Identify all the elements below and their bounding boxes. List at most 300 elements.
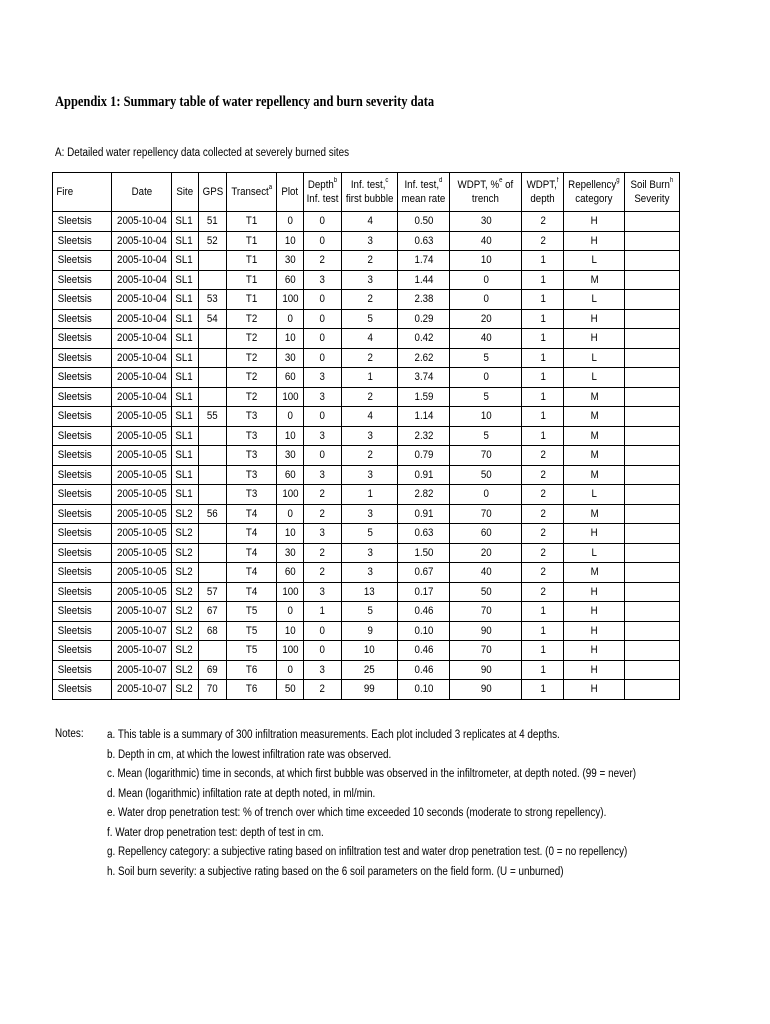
cell-plot: 30 [277,251,304,271]
cell-wdpt-trench: 10 [450,407,522,427]
cell-fire: Sleetsis [53,582,112,602]
cell-gps: 70 [199,680,227,700]
cell-transect: T3 [227,485,277,505]
cell-plot: 0 [277,309,304,329]
cell-transect: T1 [227,290,277,310]
cell-gps: 54 [199,309,227,329]
cell-repellency-category: M [564,446,625,466]
cell-first-bubble: 2 [342,290,398,310]
cell-mean-rate: 0.79 [398,446,450,466]
cell-soil-burn-severity [625,485,680,505]
cell-repellency-category: H [564,524,625,544]
cell-soil-burn-severity [625,387,680,407]
cell-repellency-category: M [564,563,625,583]
cell-transect: T4 [227,543,277,563]
cell-gps [199,641,227,661]
cell-wdpt-depth: 1 [522,407,564,427]
cell-date: 2005-10-05 [112,504,172,524]
cell-wdpt-trench: 0 [450,290,522,310]
cell-date: 2005-10-04 [112,231,172,251]
cell-mean-rate: 2.32 [398,426,450,446]
cell-mean-rate: 0.46 [398,660,450,680]
cell-depth: 0 [304,329,342,349]
cell-wdpt-trench: 70 [450,446,522,466]
cell-fire: Sleetsis [53,426,112,446]
notes-label: Notes: [55,728,84,740]
table-row [53,290,680,310]
cell-site: SL2 [172,641,199,661]
table-row [53,407,680,427]
cell-date: 2005-10-04 [112,329,172,349]
cell-date: 2005-10-05 [112,465,172,485]
cell-mean-rate: 2.82 [398,485,450,505]
cell-first-bubble: 4 [342,212,398,232]
cell-site: SL2 [172,563,199,583]
cell-plot: 0 [277,504,304,524]
cell-depth: 2 [304,504,342,524]
cell-depth: 3 [304,582,342,602]
cell-plot: 100 [277,387,304,407]
cell-wdpt-depth: 2 [522,563,564,583]
cell-wdpt-depth: 1 [522,329,564,349]
table-row [53,660,680,680]
cell-depth: 2 [304,485,342,505]
cell-fire: Sleetsis [53,270,112,290]
cell-gps: 67 [199,602,227,622]
table-row [53,602,680,622]
cell-site: SL2 [172,621,199,641]
cell-date: 2005-10-04 [112,387,172,407]
header-first-bubble: Inf. test,$^c$ first bubble [342,173,398,212]
cell-wdpt-depth: 1 [522,270,564,290]
cell-date: 2005-10-07 [112,660,172,680]
cell-mean-rate: 0.63 [398,231,450,251]
header-row [53,173,680,212]
cell-site: SL1 [172,348,199,368]
cell-gps: 69 [199,660,227,680]
cell-transect: T3 [227,465,277,485]
cell-first-bubble: 3 [342,270,398,290]
cell-site: SL2 [172,504,199,524]
header-soil-burn-severity: Soil Burn$^h$ Severity [625,173,680,212]
cell-plot: 10 [277,426,304,446]
section-title: A: Detailed water repellency data collected at severely burned sites [55,147,350,159]
cell-site: SL1 [172,446,199,466]
cell-first-bubble: 2 [342,446,398,466]
cell-plot: 10 [277,329,304,349]
cell-wdpt-trench: 5 [450,426,522,446]
cell-transect: T4 [227,563,277,583]
cell-wdpt-trench: 0 [450,270,522,290]
cell-repellency-category: H [564,329,625,349]
table-row [53,504,680,524]
table-row [53,680,680,700]
cell-fire: Sleetsis [53,641,112,661]
cell-soil-burn-severity [625,563,680,583]
cell-site: SL1 [172,387,199,407]
cell-mean-rate: 2.62 [398,348,450,368]
cell-fire: Sleetsis [53,543,112,563]
table-row [53,348,680,368]
cell-fire: Sleetsis [53,465,112,485]
cell-depth: 2 [304,563,342,583]
cell-mean-rate: 1.74 [398,251,450,271]
cell-repellency-category: H [564,231,625,251]
cell-soil-burn-severity [625,212,680,232]
cell-depth: 0 [304,290,342,310]
cell-plot: 100 [277,641,304,661]
cell-site: SL1 [172,368,199,388]
cell-repellency-category: H [564,602,625,622]
cell-depth: 3 [304,524,342,544]
cell-mean-rate: 0.46 [398,641,450,661]
cell-date: 2005-10-05 [112,407,172,427]
cell-first-bubble: 3 [342,426,398,446]
cell-first-bubble: 3 [342,504,398,524]
cell-wdpt-trench: 50 [450,465,522,485]
cell-wdpt-depth: 2 [522,485,564,505]
cell-first-bubble: 2 [342,251,398,271]
cell-gps [199,524,227,544]
cell-soil-burn-severity [625,582,680,602]
header-date: Date [112,173,172,212]
cell-wdpt-trench: 70 [450,504,522,524]
table-row [53,231,680,251]
cell-soil-burn-severity [625,231,680,251]
cell-date: 2005-10-05 [112,582,172,602]
cell-wdpt-trench: 5 [450,348,522,368]
cell-gps: 68 [199,621,227,641]
cell-depth: 3 [304,368,342,388]
table-row [53,387,680,407]
cell-soil-burn-severity [625,426,680,446]
header-depth: Depth$^b$ Inf. test [304,173,342,212]
cell-fire: Sleetsis [53,212,112,232]
cell-repellency-category: L [564,251,625,271]
cell-wdpt-depth: 1 [522,602,564,622]
cell-first-bubble: 5 [342,309,398,329]
cell-repellency-category: M [564,465,625,485]
header-repellency-category: Repellency$^g$ category [564,173,625,212]
cell-mean-rate: 0.17 [398,582,450,602]
cell-fire: Sleetsis [53,602,112,622]
cell-plot: 0 [277,212,304,232]
cell-mean-rate: 0.46 [398,602,450,622]
table-row [53,329,680,349]
cell-transect: T4 [227,504,277,524]
cell-repellency-category: M [564,270,625,290]
cell-first-bubble: 2 [342,387,398,407]
note-item: e. Water drop penetration test: % of trench over which time exceeded 10 seconds (moderate to strong repellency). [107,807,607,819]
cell-mean-rate: 3.74 [398,368,450,388]
cell-gps [199,387,227,407]
cell-wdpt-trench: 5 [450,387,522,407]
data-table-container [52,172,680,700]
cell-gps [199,563,227,583]
note-item: c. Mean (logarithmic) time in seconds, at which first bubble was observed in the infiltrometer, at depth noted. (99 = never) [107,768,637,780]
cell-fire: Sleetsis [53,660,112,680]
cell-repellency-category: M [564,504,625,524]
cell-wdpt-trench: 40 [450,563,522,583]
note-item: f. Water drop penetration test: depth of test in cm. [107,826,324,839]
cell-depth: 2 [304,680,342,700]
cell-transect: T1 [227,212,277,232]
cell-date: 2005-10-05 [112,543,172,563]
cell-repellency-category: L [564,543,625,563]
cell-repellency-category: H [564,212,625,232]
header-gps: GPS [199,173,227,212]
cell-first-bubble: 4 [342,329,398,349]
cell-plot: 10 [277,231,304,251]
cell-transect: T3 [227,446,277,466]
cell-depth: 2 [304,543,342,563]
cell-wdpt-depth: 2 [522,212,564,232]
cell-plot: 10 [277,621,304,641]
cell-wdpt-trench: 90 [450,660,522,680]
cell-transect: T5 [227,602,277,622]
cell-plot: 100 [277,290,304,310]
cell-wdpt-trench: 20 [450,309,522,329]
cell-site: SL2 [172,524,199,544]
cell-wdpt-depth: 1 [522,641,564,661]
table-row [53,621,680,641]
table-row [53,485,680,505]
cell-first-bubble: 9 [342,621,398,641]
cell-date: 2005-10-04 [112,251,172,271]
cell-depth: 0 [304,348,342,368]
table-row [53,446,680,466]
cell-depth: 0 [304,641,342,661]
cell-wdpt-depth: 2 [522,582,564,602]
note-item: a. This table is a summary of 300 infiltration measurements. Each plot included 3 replicates at 4 depths. [107,729,560,741]
cell-transect: T1 [227,251,277,271]
cell-date: 2005-10-05 [112,563,172,583]
cell-soil-burn-severity [625,602,680,622]
cell-wdpt-trench: 0 [450,485,522,505]
cell-site: SL2 [172,680,199,700]
cell-mean-rate: 0.63 [398,524,450,544]
cell-site: SL1 [172,251,199,271]
table-body [53,212,680,700]
cell-wdpt-trench: 60 [450,524,522,544]
cell-wdpt-trench: 70 [450,602,522,622]
cell-transect: T2 [227,387,277,407]
water-repellency-table [52,172,680,700]
cell-plot: 60 [277,563,304,583]
cell-transect: T2 [227,368,277,388]
table-row [53,641,680,661]
cell-wdpt-depth: 1 [522,309,564,329]
cell-site: SL1 [172,309,199,329]
cell-gps [199,348,227,368]
cell-fire: Sleetsis [53,251,112,271]
cell-wdpt-depth: 1 [522,290,564,310]
page-title: Appendix 1: Summary table of water repellency and burn severity data [55,94,435,110]
cell-first-bubble: 99 [342,680,398,700]
cell-first-bubble: 3 [342,231,398,251]
cell-transect: T5 [227,621,277,641]
cell-repellency-category: L [564,348,625,368]
cell-transect: T4 [227,524,277,544]
note-item: h. Soil burn severity: a subjective rating based on the 6 soil parameters on the field form. (U = unburned) [107,865,564,878]
cell-repellency-category: H [564,641,625,661]
cell-mean-rate: 2.38 [398,290,450,310]
cell-fire: Sleetsis [53,485,112,505]
cell-fire: Sleetsis [53,348,112,368]
cell-site: SL1 [172,212,199,232]
cell-transect: T2 [227,309,277,329]
cell-depth: 3 [304,426,342,446]
cell-depth: 1 [304,602,342,622]
cell-transect: T6 [227,660,277,680]
note-item: b. Depth in cm, at which the lowest infiltration rate was observed. [107,748,392,761]
cell-gps [199,270,227,290]
cell-fire: Sleetsis [53,407,112,427]
cell-gps [199,368,227,388]
cell-mean-rate: 0.42 [398,329,450,349]
cell-soil-burn-severity [625,504,680,524]
cell-wdpt-depth: 2 [522,465,564,485]
cell-gps: 52 [199,231,227,251]
cell-site: SL1 [172,407,199,427]
cell-wdpt-depth: 2 [522,524,564,544]
cell-site: SL1 [172,329,199,349]
cell-wdpt-depth: 2 [522,504,564,524]
cell-gps: 51 [199,212,227,232]
cell-wdpt-depth: 2 [522,446,564,466]
cell-first-bubble: 13 [342,582,398,602]
cell-wdpt-depth: 1 [522,251,564,271]
cell-repellency-category: L [564,368,625,388]
cell-first-bubble: 4 [342,407,398,427]
header-mean-rate: Inf. test,$^d$ mean rate [398,173,450,212]
cell-site: SL1 [172,426,199,446]
cell-fire: Sleetsis [53,680,112,700]
cell-plot: 60 [277,465,304,485]
table-row [53,368,680,388]
cell-first-bubble: 3 [342,543,398,563]
cell-fire: Sleetsis [53,621,112,641]
cell-repellency-category: H [564,582,625,602]
cell-site: SL2 [172,582,199,602]
cell-depth: 3 [304,387,342,407]
cell-date: 2005-10-04 [112,270,172,290]
table-row [53,251,680,271]
cell-date: 2005-10-07 [112,602,172,622]
cell-wdpt-depth: 2 [522,543,564,563]
cell-repellency-category: M [564,387,625,407]
cell-soil-burn-severity [625,465,680,485]
cell-wdpt-trench: 0 [450,368,522,388]
cell-site: SL2 [172,660,199,680]
cell-wdpt-depth: 1 [522,348,564,368]
table-row [53,465,680,485]
cell-wdpt-depth: 1 [522,387,564,407]
cell-first-bubble: 1 [342,368,398,388]
cell-gps: 53 [199,290,227,310]
cell-depth: 0 [304,212,342,232]
cell-repellency-category: H [564,680,625,700]
cell-plot: 60 [277,270,304,290]
cell-mean-rate: 0.67 [398,563,450,583]
cell-transect: T3 [227,407,277,427]
cell-gps: 56 [199,504,227,524]
cell-repellency-category: H [564,660,625,680]
cell-soil-burn-severity [625,348,680,368]
cell-mean-rate: 0.10 [398,621,450,641]
cell-depth: 0 [304,231,342,251]
cell-site: SL1 [172,290,199,310]
cell-soil-burn-severity [625,251,680,271]
cell-transect: T2 [227,329,277,349]
cell-soil-burn-severity [625,368,680,388]
cell-site: SL2 [172,602,199,622]
cell-date: 2005-10-07 [112,680,172,700]
cell-soil-burn-severity [625,621,680,641]
cell-plot: 50 [277,680,304,700]
cell-repellency-category: M [564,407,625,427]
cell-transect: T4 [227,582,277,602]
cell-repellency-category: H [564,621,625,641]
cell-plot: 30 [277,543,304,563]
cell-soil-burn-severity [625,680,680,700]
header-wdpt-depth: WDPT,$^f$ depth [522,173,564,212]
cell-date: 2005-10-05 [112,426,172,446]
cell-wdpt-trench: 90 [450,621,522,641]
cell-wdpt-depth: 1 [522,621,564,641]
cell-date: 2005-10-04 [112,290,172,310]
cell-soil-burn-severity [625,407,680,427]
cell-first-bubble: 2 [342,348,398,368]
cell-repellency-category: M [564,426,625,446]
header-transect: Transect$^a$ [227,173,277,212]
cell-transect: T1 [227,231,277,251]
cell-transect: T3 [227,426,277,446]
note-item: d. Mean (logarithmic) infiltation rate at depth noted, in ml/min. [107,787,376,800]
cell-soil-burn-severity [625,309,680,329]
cell-transect: T5 [227,641,277,661]
cell-depth: 0 [304,309,342,329]
cell-depth: 0 [304,621,342,641]
cell-gps: 55 [199,407,227,427]
cell-depth: 3 [304,660,342,680]
cell-first-bubble: 10 [342,641,398,661]
cell-site: SL1 [172,270,199,290]
cell-fire: Sleetsis [53,309,112,329]
cell-depth: 2 [304,251,342,271]
cell-date: 2005-10-05 [112,485,172,505]
cell-wdpt-trench: 40 [450,329,522,349]
cell-wdpt-depth: 1 [522,680,564,700]
cell-mean-rate: 0.29 [398,309,450,329]
cell-transect: T1 [227,270,277,290]
cell-wdpt-trench: 70 [450,641,522,661]
cell-fire: Sleetsis [53,563,112,583]
cell-mean-rate: 1.44 [398,270,450,290]
table-row [53,426,680,446]
header-site: Site [172,173,199,212]
header-plot: Plot [277,173,304,212]
cell-wdpt-depth: 1 [522,368,564,388]
cell-fire: Sleetsis [53,504,112,524]
header-wdpt-trench: WDPT, %$^e$ of trench [450,173,522,212]
cell-site: SL1 [172,231,199,251]
cell-soil-burn-severity [625,524,680,544]
cell-date: 2005-10-07 [112,641,172,661]
cell-transect: T6 [227,680,277,700]
cell-date: 2005-10-04 [112,368,172,388]
cell-first-bubble: 5 [342,524,398,544]
